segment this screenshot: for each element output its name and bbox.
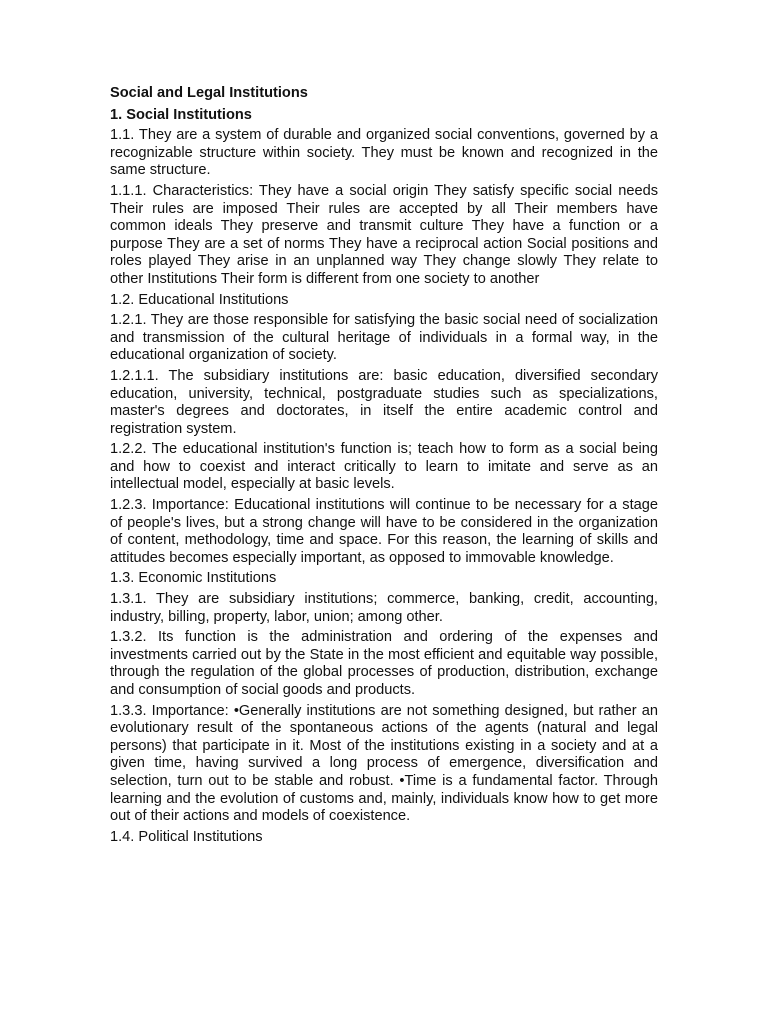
- document-page: [110, 85, 658, 849]
- paragraph-1-3-3: 1.3.3. Importance: •Generally institutions are not something designed, but rather an evolutionary result of the spontaneous actions of the agents (natural and legal persons) that participate in it. Most of the institutions existing in a society and at a given time, having survived a long process of emergence, diversification and selection, turn out to be stable and robust. •Time is a fundamental factor. Through learning and the evolution of customs and, mainly, individuals know how to get more out of their actions and models of coexistence.: [110, 702, 658, 825]
- subsection-heading-educational: 1.2. Educational Institutions: [110, 291, 289, 308]
- paragraph-1-3-2: 1.3.2. Its function is the administration and ordering of the expenses and investments carried out by the State in the most efficient and equitable way possible, through the regulation of the global processes of production, distribution, exchange and consumption of social goods and products.: [110, 629, 658, 698]
- paragraph-1-3-1: 1.3.1. They are subsidiary institutions; commerce, banking, credit, accounting, industry, billing, property, labor, union; among other.: [110, 591, 658, 625]
- subsection-heading-political: 1.4. Political Institutions: [110, 828, 263, 845]
- paragraph-1-1: 1.1. They are a system of durable and organized social conventions, governed by a recognizable structure within society. They must be known and recognized in the same structure.: [110, 127, 658, 179]
- subsection-heading-economic: 1.3. Economic Institutions: [110, 570, 277, 587]
- paragraph-1-2-2: 1.2.2. The educational institution's function is; teach how to form as a social being and how to coexist and interact critically to learn to imitate and serve as an intellectual model, especially at basic levels.: [110, 441, 658, 493]
- paragraph-1-2-1-1: 1.2.1.1. The subsidiary institutions are: basic education, diversified secondary education, university, technical, postgraduate studies such as specializations, master's degrees and doctorates, in itself the entire academic control and registration system.: [110, 367, 658, 437]
- section-heading: 1. Social Institutions: [110, 106, 252, 123]
- paragraph-1-1-1: 1.1.1. Characteristics: They have a social origin They satisfy specific social needs Their rules are imposed Their rules are accepted by all Their members have common ideals They preserve and transmit culture They have a function or a purpose They are a set of norms They have a reciprocal action Social positions and roles played They arise in an unplanned way They change slowly They relate to other Institutions Their form is different from one society to another: [110, 182, 658, 287]
- paragraph-1-2-1: 1.2.1. They are those responsible for satisfying the basic social need of socialization and transmission of the cultural heritage of individuals in a formal way, in the educational organization of society.: [110, 312, 658, 364]
- paragraph-1-2-3: 1.2.3. Importance: Educational institutions will continue to be necessary for a stage of people's lives, but a strong change will have to be considered in the organization of content, methodology, time and space. For this reason, the learning of skills and attitudes becomes especially important, as opposed to immovable knowledge.: [110, 497, 658, 566]
- document-title: Social and Legal Institutions: [110, 85, 308, 101]
